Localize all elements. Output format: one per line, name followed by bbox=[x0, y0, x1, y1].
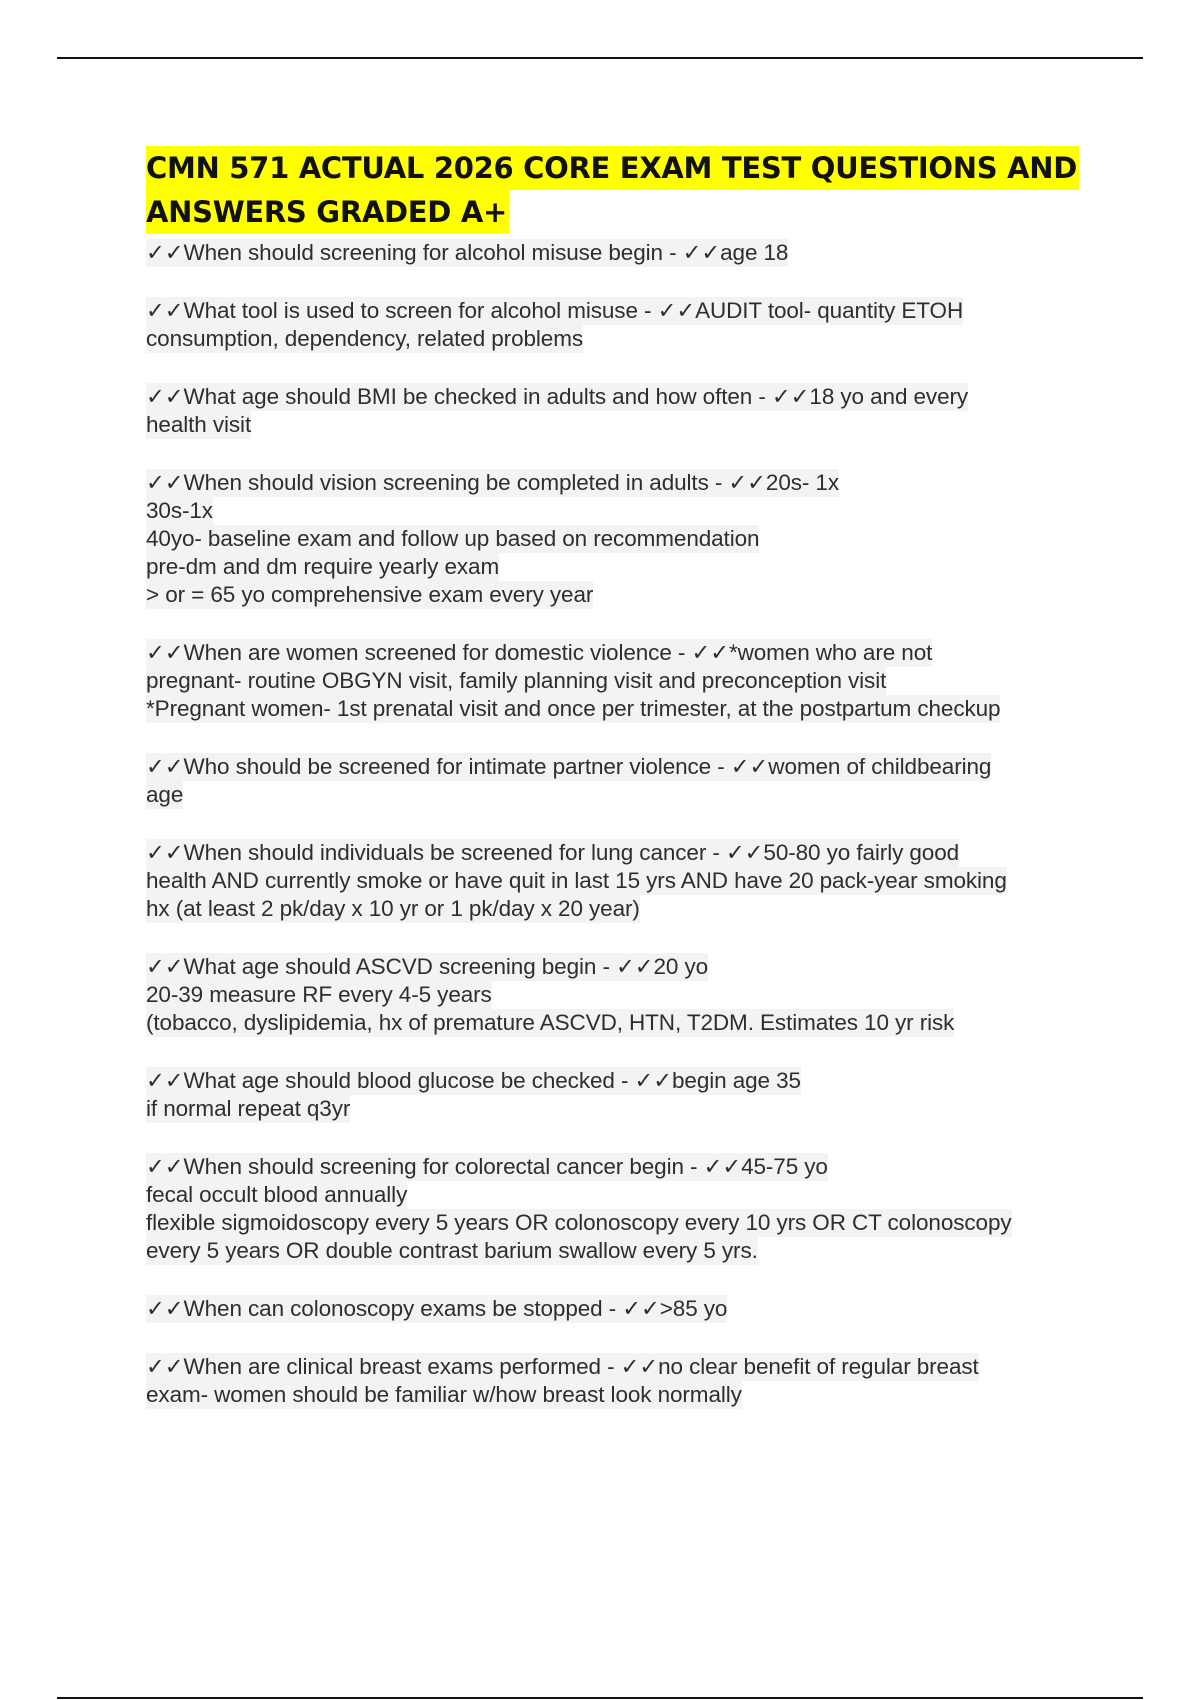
qa-answer-line: > or = 65 yo comprehensive exam every year bbox=[146, 582, 594, 607]
qa-question-line: ✓✓When should individuals be screened for lung cancer - ✓✓50-80 yo fairly good bbox=[146, 840, 960, 865]
qa-item bbox=[146, 469, 1086, 609]
qa-item bbox=[146, 383, 1086, 439]
qa-answer-line: health visit bbox=[146, 412, 252, 437]
document-title bbox=[146, 146, 1086, 234]
qa-answer-line: exam- women should be familiar w/how breast look normally bbox=[146, 1382, 742, 1407]
qa-answer-line: *Pregnant women- 1st prenatal visit and once per trimester, at the postpartum checkup bbox=[146, 696, 1001, 721]
qa-answer-line: 30s-1x bbox=[146, 498, 213, 523]
qa-item bbox=[146, 239, 1086, 267]
bottom-rule bbox=[57, 1697, 1143, 1699]
qa-item bbox=[146, 1067, 1086, 1123]
qa-question-line: ✓✓What age should ASCVD screening begin - ✓✓20 yo bbox=[146, 954, 709, 979]
qa-answer-line: 40yo- baseline exam and follow up based on recommendation bbox=[146, 526, 760, 551]
qa-question-line: ✓✓What age should BMI be checked in adults and how often - ✓✓18 yo and every bbox=[146, 384, 969, 409]
qa-answer-line: 20-39 measure RF every 4-5 years bbox=[146, 982, 492, 1007]
qa-answer-line: consumption, dependency, related problems bbox=[146, 326, 584, 351]
qa-answer-line: health AND currently smoke or have quit in last 15 yrs AND have 20 pack-year smoking bbox=[146, 868, 1007, 893]
qa-question-line: ✓✓When are clinical breast exams performed - ✓✓no clear benefit of regular breast bbox=[146, 1354, 979, 1379]
qa-question-line: ✓✓What age should blood glucose be checked - ✓✓begin age 35 bbox=[146, 1068, 801, 1093]
qa-item bbox=[146, 1353, 1086, 1409]
qa-answer-line: every 5 years OR double contrast barium swallow every 5 yrs. bbox=[146, 1238, 758, 1263]
title-line: ANSWERS GRADED A+ bbox=[146, 190, 509, 234]
top-rule bbox=[57, 57, 1143, 59]
qa-item bbox=[146, 839, 1086, 923]
document-body bbox=[146, 146, 1086, 1439]
qa-answer-line: pre-dm and dm require yearly exam bbox=[146, 554, 500, 579]
qa-answer-line: fecal occult blood annually bbox=[146, 1182, 408, 1207]
qa-question-line: ✓✓When are women screened for domestic violence - ✓✓*women who are not bbox=[146, 640, 933, 665]
qa-answer-line: if normal repeat q3yr bbox=[146, 1096, 351, 1121]
qa-answer-line: age bbox=[146, 782, 184, 807]
qa-item bbox=[146, 297, 1086, 353]
title-line: CMN 571 ACTUAL 2026 CORE EXAM TEST QUESTIONS AND bbox=[146, 146, 1079, 190]
qa-answer-line: pregnant- routine OBGYN visit, family planning visit and preconception visit bbox=[146, 668, 887, 693]
qa-item bbox=[146, 953, 1086, 1037]
qa-item bbox=[146, 1295, 1086, 1323]
qa-question-line: ✓✓When should vision screening be completed in adults - ✓✓20s- 1x bbox=[146, 470, 840, 495]
qa-answer-line: hx (at least 2 pk/day x 10 yr or 1 pk/day x 20 year) bbox=[146, 896, 640, 921]
qa-question-line: ✓✓What tool is used to screen for alcohol misuse - ✓✓AUDIT tool- quantity ETOH bbox=[146, 298, 964, 323]
qa-list bbox=[146, 239, 1086, 1409]
qa-question-line: ✓✓When can colonoscopy exams be stopped - ✓✓>85 yo bbox=[146, 1296, 728, 1321]
qa-item bbox=[146, 1153, 1086, 1265]
qa-question-line: ✓✓Who should be screened for intimate partner violence - ✓✓women of childbearing bbox=[146, 754, 992, 779]
qa-question-line: ✓✓When should screening for colorectal cancer begin - ✓✓45-75 yo bbox=[146, 1154, 828, 1179]
qa-answer-line: (tobacco, dyslipidemia, hx of premature ASCVD, HTN, T2DM. Estimates 10 yr risk bbox=[146, 1010, 955, 1035]
qa-answer-line: flexible sigmoidoscopy every 5 years OR colonoscopy every 10 yrs OR CT colonoscopy bbox=[146, 1210, 1012, 1235]
qa-item bbox=[146, 753, 1086, 809]
qa-question-line: ✓✓When should screening for alcohol misuse begin - ✓✓age 18 bbox=[146, 240, 789, 265]
qa-item bbox=[146, 639, 1086, 723]
